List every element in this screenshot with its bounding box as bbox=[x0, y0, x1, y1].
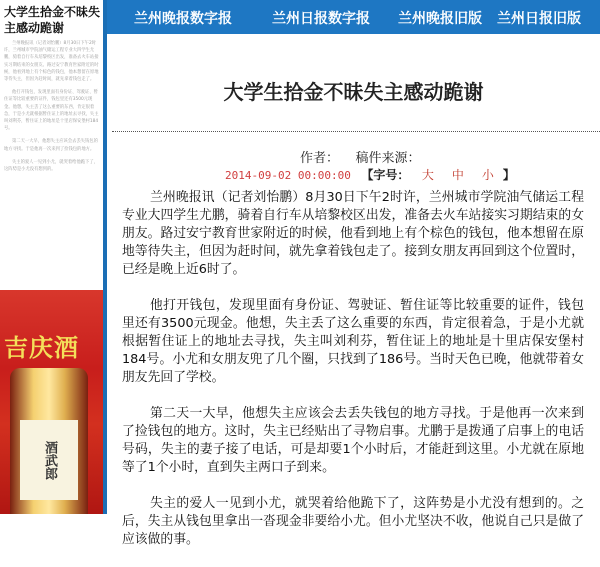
article-paragraph: 兰州晚报讯（记者刘怡鹏）8月30日下午2时许，兰州城市学院油气储运工程专业大四学生尤鹏，骑着自行车从培黎校区出发，准备去火车站接实习期结束的女朋友。路过安宁教育世家附近的时候，他看到地上有个棕色的钱包，他本想留在原地等待失主，但因为赶时间，就先拿着钱包走了。接到女朋友再回到这个位置时，已经是晚上近6时了。 bbox=[122, 190, 584, 277]
left-preview-paragraph: 失主的爱人一见到小尤，就哭着给他跪下了，这阵势是小尤没有想到的。 bbox=[4, 159, 98, 173]
font-size-small-button[interactable]: 小 bbox=[481, 168, 494, 182]
left-preview-paragraph: 第二天一大早，他想失主应该会去丢失钱包的地方寻找。于是他再一次来到了捡钱包的地方。 bbox=[4, 139, 98, 152]
left-preview-paragraph: 兰州晚报讯（记者刘怡鹏）8月30日下午2时许，兰州城市学院油气储运工程专业大四学生尤鹏，骑着自行车从培黎校区出发，准备去火车站接实习期结束的女朋友。路过安宁教育世家附近的时候，他看到地上有个棕色的钱包，他本想留在原地等待失主，但因为赶时间，就先拿着钱包走了。 bbox=[4, 41, 99, 83]
nav-link-ribao-digital[interactable]: 兰州日报数字报 bbox=[272, 11, 370, 27]
left-preview-paragraph: 他打开钱包，发现里面有身份证、驾驶证、暂住证等比较重要的证件，钱包里还有3500元现金。他想，失主丢了这么重要的东西，肯定很着急，于是小尤就根据暂住证上的地址去寻找，失主叫刘利芬，暂住证上的地址是十里店保安堡村184号。 bbox=[4, 90, 99, 132]
advertisement-banner[interactable] bbox=[0, 290, 103, 514]
article-paragraph: 他打开钱包，发现里面有身份证、驾驶证、暂住证等比较重要的证件，钱包里还有3500元现金。他想，失主丢了这么重要的东西，肯定很着急，于是小尤就根据暂住证上的地址去寻找，失主叫刘利芬，暂住证上的地址是十里店保安堡村184号。小尤和女朋友兜了几个圈，只找到了186号。当时天色已晚，他就带着女朋友先回了学校。 bbox=[122, 298, 584, 385]
author-label: 作者： bbox=[300, 151, 340, 166]
article-date-fontsize bbox=[225, 166, 515, 183]
font-size-label: 字号： bbox=[373, 168, 410, 182]
article-body bbox=[122, 189, 584, 567]
font-size-medium-button[interactable]: 中 bbox=[451, 168, 464, 182]
article-paragraph: 第二天一大早，他想失主应该会去丢失钱包的地方寻找。于是他再一次来到了捡钱包的地方。这时，失主已经贴出了寻物启事。尤鹏于是拨通了启事上的电话号码，失主的妻子接了电话，可是却要1个小时后，才能赶到这里。小尤就在原地等了1个小时，直到失主两口子到来。 bbox=[122, 406, 584, 475]
publish-date: 2014-09-02 00:00:00 bbox=[225, 169, 351, 182]
left-article-title[interactable]: 大学生拾金不昧失主感动跪谢 bbox=[4, 5, 101, 35]
headline-divider bbox=[112, 131, 600, 132]
nav-link-wanbao-old[interactable]: 兰州晚报旧版 bbox=[398, 11, 482, 27]
bottle-label: 酒武郎 bbox=[20, 420, 78, 500]
top-nav-bar bbox=[107, 0, 600, 34]
article-meta bbox=[300, 147, 421, 166]
font-size-bracket-close: 】 bbox=[502, 168, 515, 182]
font-size-large-button[interactable]: 大 bbox=[421, 168, 434, 182]
nav-link-ribao-old[interactable]: 兰州日报旧版 bbox=[497, 11, 581, 27]
font-size-bracket-open: 【 bbox=[361, 168, 374, 182]
nav-link-wanbao-digital[interactable]: 兰州晚报数字报 bbox=[134, 11, 232, 27]
article-paragraph: 失主的爱人一见到小尤，就哭着给他跪下了，这阵势是小尤没有想到的。之后，失主从钱包里拿出一沓现金非要给小尤。但小尤坚决不收，他说自己只是做了应该做的事。 bbox=[122, 496, 584, 547]
source-label: 稿件来源： bbox=[355, 151, 421, 166]
left-article-preview bbox=[4, 40, 100, 179]
left-column bbox=[0, 0, 103, 514]
ad-brand-text: 吉庆酒 bbox=[4, 333, 79, 362]
article-headline: 大学生拾金不昧失主感动跪谢 bbox=[223, 80, 484, 104]
